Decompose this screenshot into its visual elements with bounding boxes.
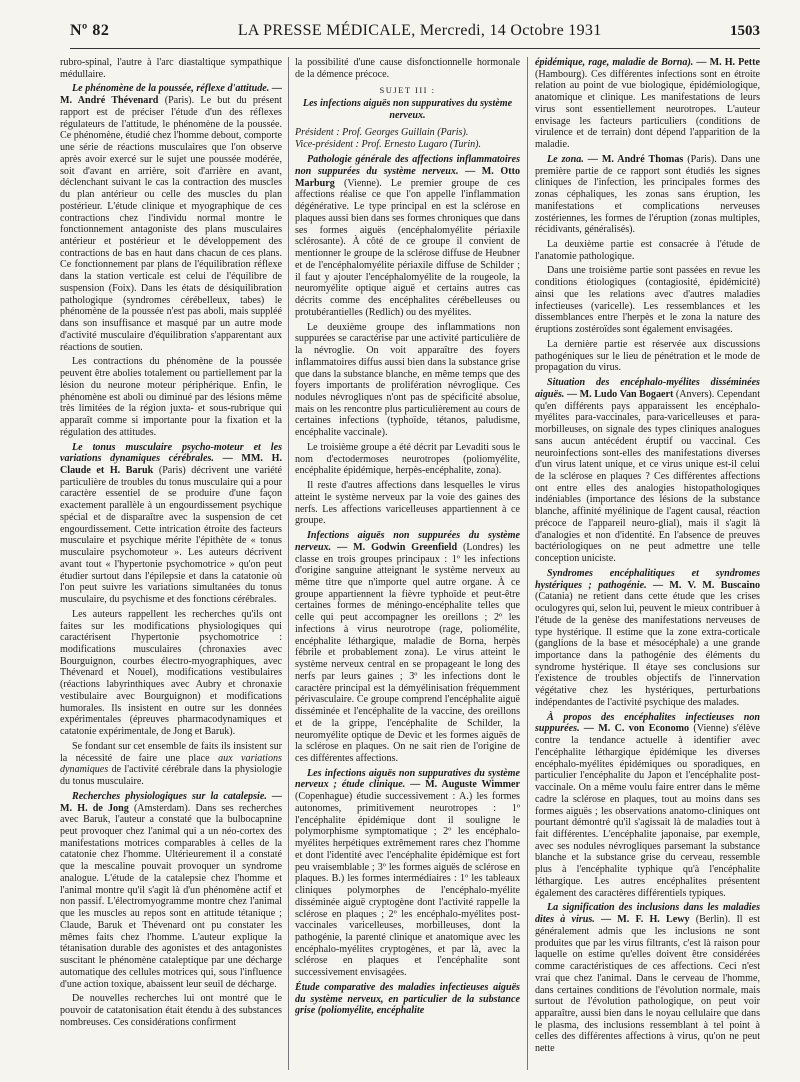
article-heading: Pathologie générale des affections inflammatoires non suppurées du système nerveux. — [295, 154, 520, 178]
article-text: (Catania) ne retient dans cette étude que les crises oculogyres qui, selon lui, peuvent le mieux contribuer à l'étude de la genèse des manifestations nerveuses de type hystérique. Il estime que la zone extra-corticale (ganglions de la base et mésocéphale) a une grande importance dans la pathogénie des éléments du syndrome hystérique. Il étaye ses conclusions sur l'existence de troubles objectifs de l'innervation végétative chez les hystériques, perturbations indépendantes de l'activité psychique des malades. — [535, 591, 760, 708]
article-paragraph — [60, 83, 282, 353]
text-run: de l'activité cérébrale dans la physiologie du tonus musculaire. — [60, 764, 282, 788]
article-text: (Anvers). Cependant qu'en différents pays apparaissent les encéphalo-myélites para-vaccinales, para-varicelleuses et para-morbilleuses, on signale des types cliniques analogues sans aucun antécédent éruptif ou vaccinal. Ces neuroinfections sont-elles des manifestations diverses d'un virus latent unique, et ce virus unique est-il celui de la sclérose en plaques ? Ces différentes affections ont entre elles des analogies histopathologiques indéniables (importance des lésions de la substance blanche, affinité myélinique de l'agent causal, réaction précoce de l'appareil neuro-glial), mais il s'agit là d'analogies et non d'identité. En l'absence de preuves bactériologiques on ne peut admettre une telle conception uniciste. — [535, 388, 760, 565]
paragraph: Dans une troisième partie sont passées en revue les conditions étiologiques (contagiosité, épidémicité) ainsi que les relations avec d'autres maladies infectieuses (varicelle). Les ressemblances et les dissemblances entre l'herpès et le zona la nature des éruptions zostéroïdes sont également envisagées. — [535, 265, 760, 336]
paragraph: Il reste d'autres affections dans lesquelles le virus atteint le système nerveux par la voie des gaines des nerfs. Les affections varicelleuses appartiennent à ce groupe. — [295, 480, 520, 527]
article-paragraph — [60, 791, 282, 990]
article-heading: À propos des encéphalites infectieuses non suppurées. — [535, 711, 760, 735]
paragraph: Le deuxième groupe des inflammations non suppurées se caractérise par une activité particulière de la névroglie. On voit apparaître des foyers inflammatoires diffus aussi bien dans la substance grise que dans la substance blanche, en même temps que des foyers importants de prolifération névroglique. Ces nodules névrogliques n'ont pas de spécificité absolue, mais on les rencontre plus particulièrement au cours de certaines infections (typhoïde, tétanos, paludisme, encéphalite vaccinale). — [295, 321, 520, 439]
article-text: (Paris). Le but du présent rapport est de préciser l'étude d'un des réflexes régulateurs de l'attitude, le phénomène de la poussée. Ce phénomène, étudié chez l'homme debout, comporte une série de réactions musculaires que l'on observe après avoir exercé sur le sujet une poussée modérée, soit d'avant en arrière, soit d'arrière en avant, déclenchant suivant le cas la contraction des muscles du plan antérieur ou celle des muscles du plan postérieur. L'étude clinique et myographique de ces contractions chez l'individu normal montre le fonctionnement antagoniste des plans musculaires antérieur et postérieur et le développement des contractions de bas en haut dans chacun de ces plans. Ce fonctionnement par plans de l'équilibration réflexe dans la station verticale est celui de l'équilibre de suspension (Foix). Dans les états de désiquilibration pathologique (syndromes cérébelleux, tabes) le phénomène de la poussée n'est pas aboli, mais suppléé dans son insuffisance et masqué par un autre mode d'activité musculaire d'équilibration s'apparentant aux réactions de soutien. — [60, 95, 282, 353]
column-2 — [295, 57, 520, 1070]
article-heading: Situation des encéphalo-myélites disséminées aiguës. — [535, 377, 760, 400]
paragraph: Le troisième groupe a été décrit par Levaditi sous le nom d'ectodermoses neurotropes (poliomyélite, encéphalite épidémique, herpès-encéphalite, zona). — [295, 441, 520, 477]
article-author: — MM. H. Claude et H. Baruk — [60, 453, 282, 476]
article-author: — M. André Thomas — [587, 153, 684, 165]
article-heading: Infections aiguës non suppurées du système nerveux. — [295, 530, 520, 553]
article-heading: Le zona. — [547, 153, 584, 165]
article-paragraph — [535, 712, 760, 900]
article-author: — M. Otto Marburg — [295, 166, 520, 189]
paragraph: La dernière partie est réservée aux discussions pathogéniques sur le lieu de pénétration et le mode de propagation du virus. — [535, 338, 760, 374]
article-heading: Le tonus musculaire psycho-moteur et les variations dynamiques cérébrales. — [60, 441, 282, 465]
article-text: (Paris). Dans une première partie de ce rapport sont étudiés les signes cliniques de l'infection, les principales formes des zonas céphaliques, les zonas sans éruption, les manifestations et complications nerveuses zostériennes, les formes de l'éruption (zonas multiples, récidivants, généralisés). — [535, 153, 760, 236]
paragraph: Les auteurs rappellent les recherches qu'ils ont faites sur les modifications physiologiques qui caractérisent l'hypertonie psychomotrice : modifications musculaires (chronaxies avec Bourguignon, courbes électro-myographiques, avec Thévenard et Nouel), modifications vestibulaires (réactions labyrinthiques avec Aubry et chronaxie vestibulaire avec Bourguignon) et modifications humorales. Ils insistent en outre sur les données expérimentales (épreuves pharmacodynamiques et catatonie expérimentale, de Jong et Baruk). — [60, 608, 282, 738]
paragraph: La deuxième partie est consacrée à l'étude de l'anatomie pathologique. — [535, 239, 760, 262]
issue-number: Nº 82 — [70, 22, 110, 39]
paragraph: rubro-spinal, l'autre à l'arc diastaltique sympathique médullaire. — [60, 57, 282, 80]
article-paragraph — [535, 568, 760, 709]
article-author: — M. André Thévenard — [60, 83, 282, 107]
article-paragraph — [295, 154, 520, 318]
article-text: (Copenhague) étudie successivement : A.) les formes autonomes, primitivement neurotropes : 1º l'encéphalite épidémique dont il souligne le polymorphisme symptomatique ; 2º les encéphalo-myélites herpétiques extrêmement rares chez l'homme et dont l'identité avec l'encéphalite épidémique est fort peu vraisemblable ; 3º les formes aiguës de sclérose en plaques. B.) les formes intermédiaires : 1º les tableaux cliniques polymorphes de l'encéphalo-myélite disséminée aiguë cryptogène dont l'activité rappelle la sclérose en plaques ; 2º les encéphalo-myélites post-vaccinales varicelleuses, morbilleuses, dont la pathogénie, la parenté clinique et anatomique avec les encéphalo-myélites cryptogènes, et par là, avec la sclérose en plaques et l'encéphalite sont successivement envisagées. — [295, 791, 520, 979]
text-run: Se fondant sur cet ensemble de faits ils insistent sur la nécessité de faire une place — [60, 740, 282, 764]
article-text: (Hambourg). Ces différentes infections sont en étroite relation au point de vue biologique, épidémiologique, anatomique et clinique. Les manifestations de leurs virus sont essentiellement neurotropes. L'auteur envisage les facteurs particuliers (conditions de virulence et de terrain) dont dépend l'apparition de la maladie. — [535, 68, 760, 151]
section-title: Les infections aiguës non suppuratives du système nerveux. — [302, 98, 513, 122]
article-paragraph — [295, 530, 520, 765]
article-heading: épidémique, rage, maladie de Borna). — [535, 57, 694, 68]
column-divider — [527, 57, 528, 1070]
article-author: — M. Auguste Wimmer — [410, 779, 520, 791]
article-heading: Étude comparative des maladies infectieuses aiguës du système nerveux, en particulier de la substance grise (poliomyélite, encéphalite — [295, 981, 520, 1017]
article-text: (Vienne). Le premier groupe de ces affections réalise ce que l'on appelle l'inflammation dégénérative. Le type principal en est la sclérose en plaques aussi bien dans ses formes chroniques que dans ses formes aiguës (encéphalomyélite périaxile sclérosante). À côté de ce groupe il convient de mentionner le groupe de la sclérose diffuse de Heubner et de l'encéphalomyélite périaxile diffuse de Schilder ; il faut y ajouter l'encéphalomyélite de la rougeole, la neuromyélite optique aiguë et certains autres cas décrits comme des encéphalites cérébelleuses ou protubérantielles (Redlich) ou des myélites. — [295, 177, 520, 318]
article-heading: Les infections aiguës non suppuratives du système nerveux ; étude clinique. — [295, 767, 520, 791]
article-heading: Le phénomène de la poussée, réflexe d'attitude. — [72, 83, 270, 95]
column-3 — [535, 57, 760, 1070]
paragraph: De nouvelles recherches lui ont montré que le pouvoir de catatonisation était étendu à des substances nombreuses. Ces considérations confirment — [60, 993, 282, 1028]
article-paragraph — [60, 442, 282, 606]
article-author: — M. F. H. Lewy — [600, 914, 690, 926]
article-text: (Berlin). Il est généralement admis que les inclusions ne sont produites que par les virus filtrants, c'est là raison pour laquelle on estime qu'elles doivent être considérées comme caractéristiques de ces affections. Ceci n'est vrai que chez l'animal. Dans le cerveau de l'homme, dans certaines conditions de l'évolution normale, mais surtout de l'évolution pathologique, on peut voir apparaître, aussi bien dans le noyau cellulaire que dans le plasma, des inclusions ressemblant à tel point à celles des différentes affections à virus, qu'on ne peut nette — [535, 914, 760, 1055]
paragraph: la possibilité d'une cause disfonctionnelle hormonale de la démence précoce. — [295, 57, 520, 80]
paragraph: Les contractions du phénomène de la poussée peuvent être abolies totalement ou partiellement par la lésion du neurone moteur périphérique. Enfin, le phénomène est aboli ou diminué par des lésions même très limitées de la région juxta- et sous-rubrique qui apparaît comme si importante pour la fixation et la régulation des attitudes. — [60, 356, 282, 438]
article-author: — M. C. von Economo — [583, 723, 690, 735]
page-number: 1503 — [730, 23, 760, 39]
paragraph — [60, 741, 282, 788]
article-heading: La signification des inclusions dans les maladies dites à virus. — [535, 902, 760, 926]
article-author: — M. H. de Jong — [60, 790, 282, 814]
vice-president-line: Vice-président : Prof. Ernesto Lugaro (Turin). — [295, 138, 482, 150]
page-header — [70, 22, 760, 46]
president-line: Président : Prof. Georges Guillain (Paris). — [295, 126, 469, 138]
article-heading: Syndromes encéphalitiques et syndromes hystériques ; pathogénie. — [535, 567, 760, 591]
article-heading: Recherches physiologiques sur la catalepsie. — [72, 790, 267, 802]
article-paragraph — [535, 902, 760, 1055]
section-label: SUJET III : — [379, 85, 436, 96]
article-paragraph — [295, 982, 520, 1017]
emphasis: aux variations dynamiques — [60, 752, 282, 776]
article-paragraph — [535, 377, 760, 565]
article-text: (Vienne) s'élève contre la tendance actuelle à identifier avec l'encéphalite léthargique épidémique les diverses encéphalo-myélites épidémiques ou sporadiques, en particulier l'encéphalite du Japon et l'encéphalite post-vaccinale. On a même voulu faire entrer dans le même cadre la sclérose en plaques, tout au moins dans ses formes aiguës ; les observations anatomo-cliniques ont pourtant démontré qu'il s'agissait là de maladies tout à fait différentes. L'encéphalite japonaise, par exemple, avec ses nodules névrogliques parsemant la substance blanche et la substance grise du cerveau, ressemble plus à l'encéphalite typhique qu'à l'encéphalite léthargique. Les autres encéphalites présentent également des caractères différentiels typiques. — [535, 723, 760, 899]
article-author: — M. H. Pette — [696, 57, 760, 68]
header-rule — [70, 48, 760, 49]
article-author: — M. V. M. Buscaino — [652, 579, 760, 591]
column-divider — [288, 57, 289, 1070]
article-text: (Paris) décrivent une variété particulière de troubles du tonus musculaire qui a pour caractère essentiel de se produire d'une façon exactement parallèle à un engourdissement psychique spécial et de disparaître avec la suspension de cet engourdissement. Cette intrication étroite des facteurs musculaire et psychique mérite l'épithète de « tonus musculaire psychomoteur ». Les auteurs décrivent avant tout « l'hypertonie psychomotrice » qu'on peut étudier surtout dans l'épilepsie et dans la catatonie où l'on peut suivre les variations simultanées du tonus musculaire, du psychisme et des fonctions cérébrales. — [60, 464, 282, 606]
article-text: (Amsterdam). Dans ses recherches avec Baruk, l'auteur a constaté que la bulbocapnine peut provoquer chez l'animal qui a un néo-cortex des manifestations motrices comparables à celles de la catatonie chez l'homme. Ultérieurement il a constaté que la mescaline pouvait provoquer un syndrome analogue. L'étude de la catalepsie chez l'homme et l'animal montre qu'il s'agit là d'un phénomène actif et non passif. L'électromyogramme montre chez l'animal que les muscles au repos sont en attitude tétanique ; Claude, Baruk et Thévenard ont pu constater les mêmes faits chez l'homme. L'auteur explique la tétanisation durable des agonistes et des antagonistes suscitant le phénomène cataleptique par une décharge automatique des cellules motrices qui, sous l'influence d'une action toxique, abaissent leur seuil de décharge. — [60, 802, 282, 990]
article-author: — M. Godwin Greenfield — [337, 541, 458, 553]
article-paragraph — [535, 154, 760, 236]
article-text: (Londres) les classe en trois groupes principaux : 1º les infections d'origine sanguine atteignant le système nerveux au même titre que n'importe quel autre organe. À ce groupe appartiennent la fièvre typhoïde et peut-être certaines formes de méningo-encéphalite telles que celle qui peut accompagner les oreillons ; 2º les infections à virus neurotrope (rage, poliomélite, encéphalite léthargique, maladie de Borna, herpès fébrile et probablement zona). Le virus atteint le système nerveux central en se propageant le long des nerfs par leurs gaines ; 3º les infections dont le caractère principal est la démyélinisation fréquemment périvasculaire. Ce groupe comprend l'encéphalite aiguë disséminée et l'encéphalite de la vaccine, des oreillons et de la grippe, l'encéphalite de Schilder, la neuromyélite optique de Devic et les formes aiguës de la sclérose en plaques. On ne sait rien de l'origine de ces différentes affections. — [295, 541, 520, 764]
article-author: — M. Ludo Van Bogaert — [567, 388, 674, 400]
column-1 — [60, 57, 282, 1070]
article-paragraph — [535, 57, 760, 151]
journal-title: LA PRESSE MÉDICALE, Mercredi, 14 Octobre 1931 — [237, 22, 602, 39]
article-paragraph — [295, 768, 520, 979]
